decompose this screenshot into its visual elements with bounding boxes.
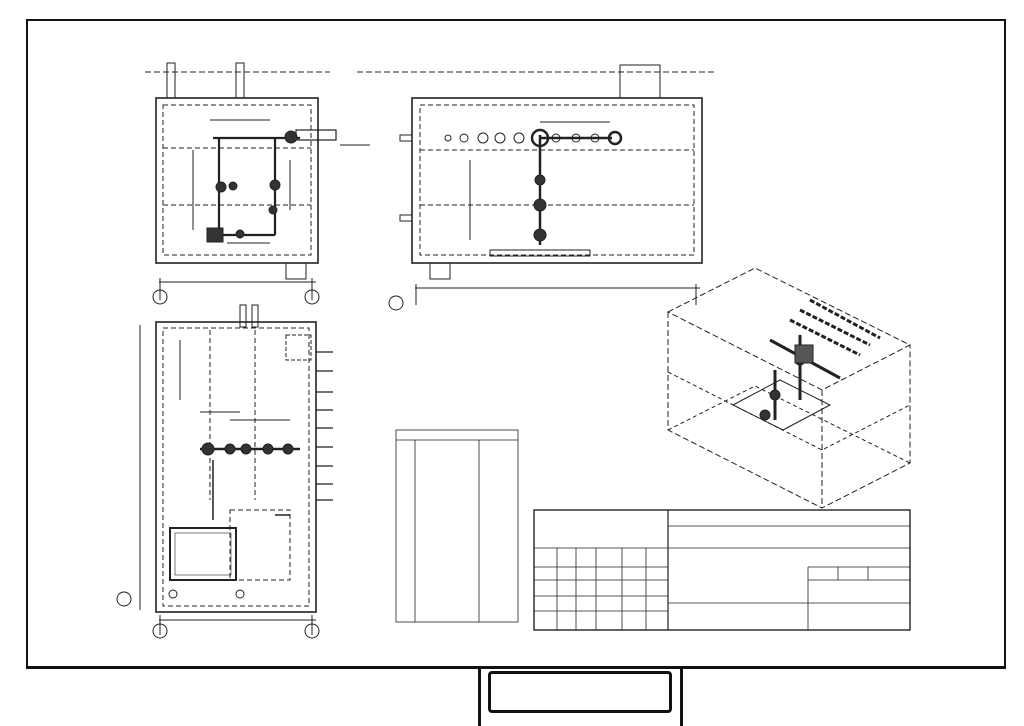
footer-sheet-cell — [680, 669, 1006, 726]
spec-table — [396, 430, 518, 622]
plan-view — [117, 305, 333, 638]
side-section-view — [357, 65, 715, 310]
footer-title-bar — [26, 666, 1006, 723]
isometric-view — [668, 268, 910, 508]
title-block — [534, 510, 910, 630]
footer-sheet-text — [683, 669, 1006, 676]
footer-company-cell — [484, 669, 680, 726]
footer-company-name — [488, 671, 672, 713]
front-section-view — [145, 63, 370, 304]
footer-project-text — [26, 669, 478, 676]
footer-project-cell — [26, 669, 481, 726]
